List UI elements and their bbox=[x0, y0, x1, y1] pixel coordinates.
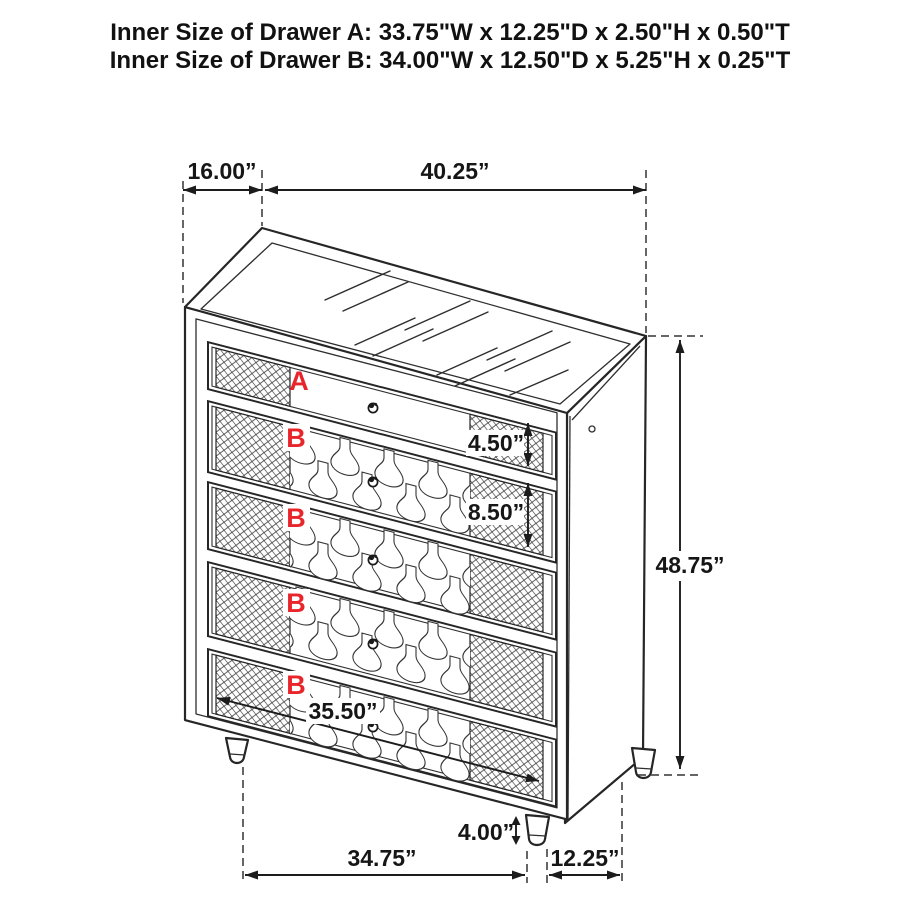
title-line-1: Inner Size of Drawer A: 33.75"W x 12.25"D x 2.50"H x 0.50"T bbox=[110, 19, 790, 46]
dim-top-depth-value: 16.00” bbox=[187, 158, 257, 184]
label-drawer-b2: B bbox=[286, 503, 306, 533]
leg-front-left bbox=[226, 738, 248, 763]
dim-top-width-value: 40.25” bbox=[420, 158, 490, 184]
label-drawer-a: A bbox=[289, 366, 309, 396]
dim-base-front-width-value: 34.75” bbox=[347, 845, 417, 871]
title-line-2: Inner Size of Drawer B: 34.00"W x 12.50"D x 5.25"H x 0.25"T bbox=[109, 47, 791, 74]
dim-base-front-width bbox=[245, 845, 525, 875]
leg-front-right bbox=[526, 815, 549, 845]
label-drawer-b3: B bbox=[286, 588, 306, 618]
label-drawer-b1: B bbox=[286, 423, 306, 453]
dim-overall-height-value: 48.75” bbox=[655, 552, 725, 578]
dim-leg-height-value: 4.00” bbox=[457, 819, 515, 845]
knob-drawer-b1 bbox=[368, 477, 377, 487]
label-drawer-b4: B bbox=[286, 670, 306, 700]
dim-drawer-a-height-value: 4.50” bbox=[467, 430, 525, 456]
cabinet-drawing bbox=[185, 228, 655, 845]
dim-top-width bbox=[265, 158, 646, 190]
knob-drawer-b3 bbox=[368, 639, 377, 649]
dim-drawer-front-width-value: 35.50” bbox=[308, 698, 378, 724]
dim-base-side-depth bbox=[549, 845, 620, 875]
knob-drawer-b2 bbox=[368, 555, 377, 565]
dim-drawer-b-height-value: 8.50” bbox=[467, 499, 525, 525]
dim-leg-height bbox=[458, 816, 521, 845]
knob-drawer-a bbox=[368, 403, 377, 413]
dim-overall-height bbox=[655, 340, 724, 769]
dim-top-depth bbox=[183, 158, 262, 190]
dim-base-side-depth-value: 12.25” bbox=[550, 845, 620, 871]
leg-back-right bbox=[632, 748, 655, 778]
